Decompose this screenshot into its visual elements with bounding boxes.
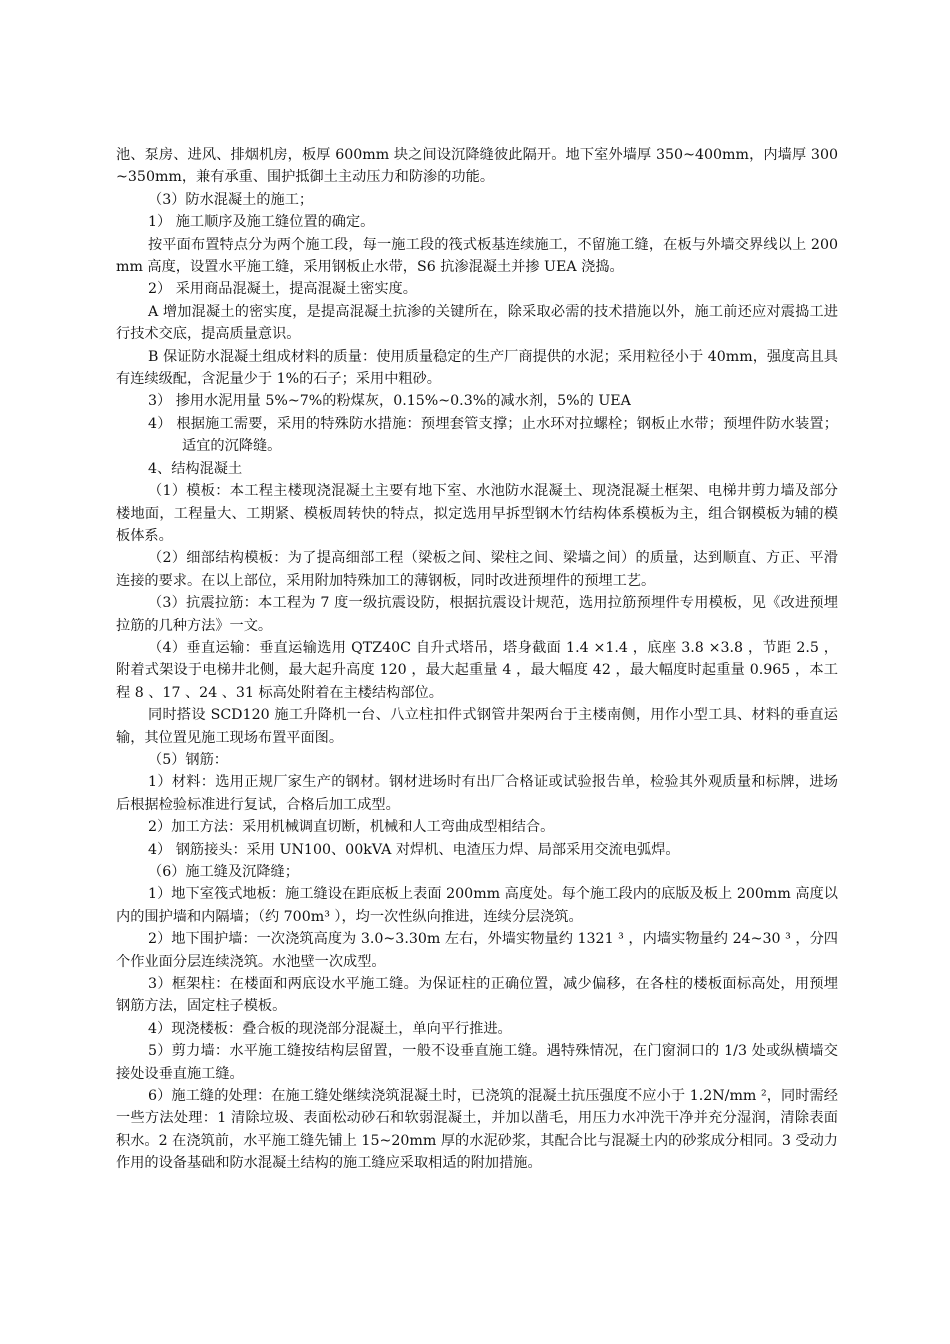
paragraph-cast-slab: 4）现浇楼板：叠合板的现浇部分混凝土，单向平行推进。: [148, 1020, 512, 1037]
paragraph-formwork: （1）模板：本工程主楼现浇混凝土主要有地下室、水池防水混凝土、现浇混凝土框架、电梯井剪力墙及部分楼地面，工程量大、工期紧、模板周转快的特点，拟定选用早拆型钢木竹结构体系模板为主，组合钢模板为辅的模板体系。: [116, 483, 838, 544]
paragraph-basement-raft: 1）地下室筏式地板：施工缝设在距底板上表面 200mm 高度处。每个施工段内的底版及板上 200mm 高度以内的围护墙和内隔墙；（约 700m³ ），均一次性纵向推进，连续分层浇筑。: [116, 886, 838, 925]
heading-waterproof-construction: （3）防水混凝土的施工；: [148, 191, 314, 208]
item-admixture: 3） 掺用水泥用量 5%~7%的粉煤灰，0.15%~0.3%的减水剂，5%的 UEA: [148, 393, 631, 410]
paragraph-detail-formwork: （2）细部结构模板：为了提高细部工程（梁板之间、梁柱之间、梁墙之间）的质量，达到顺直、方正、平滑连接的要求。在以上部位，采用附加特殊加工的薄钢板，同时改进预埋件的预埋工艺。: [116, 550, 838, 589]
paragraph-construction-sections: 按平面布置特点分为两个施工段，每一施工段的筏式板基连续施工，不留施工缝，在板与外墙交界线以上 200mm 高度，设置水平施工缝，采用钢板止水带，S6 抗渗混凝土并掺 UEA 浇捣。: [116, 236, 838, 276]
paragraph-retaining-wall: 2）地下围护墙：一次浇筑高度为 3.0~3.30m 左右，外墙实物量约 1321 ³ ，内墙实物量约 24~30 ³ ，分四个作业面分层连续浇筑。水池壁一次成型。: [116, 931, 838, 970]
heading-rebar: （5）钢筋：: [148, 751, 228, 768]
paragraph-hoist: 同时搭设 SCD120 施工升降机一台、八立柱扣件式钢管井架两台于主楼南侧，用作小型工具、材料的垂直运输，其位置见施工现场布置平面图。: [116, 707, 838, 746]
paragraph-shear-wall: 5）剪力墙：水平施工缝按结构层留置，一般不设垂直施工缝。遇特殊情况，在门窗洞口的 1/3 处或纵横墙交接处设垂直施工缝。: [116, 1043, 838, 1082]
document-page: [116, 144, 838, 1175]
heading-structural-concrete: 4、结构混凝土: [148, 460, 243, 477]
heading-construction-joints: （6）施工缝及沉降缝；: [148, 864, 299, 880]
paragraph-joint-treatment: 6）施工缝的处理：在施工缝处继续浇筑混凝土时，已浇筑的混凝土抗压强度不应小于 1.2N/mm ²，同时需经一些方法处理：1 清除垃圾、表面松动砂石和软弱混凝土，并加以凿毛，用压力水冲洗干净并充分湿润，清除表面积水。2 在浇筑前，水平施工缝先铺上 15~20mm 厚的水泥砂浆，其配合比与混凝土内的砂浆成分相同。3 受动力作用的设备基础和防水混凝土结构的施工缝应采取相适的附加措施。: [116, 1088, 838, 1172]
paragraph-rebar-material: 1）材料：选用正规厂家生产的钢材。钢材进场时有出厂合格证或试验报告单，检验其外观质量和标牌，进场后根据检验标准进行复试，合格后加工成型。: [116, 774, 838, 813]
paragraph-frame-columns: 3）框架柱：在楼面和两底设水平施工缝。为保证柱的正确位置，减少偏移，在各柱的楼板面标高处，用预埋钢筋方法，固定柱子模板。: [116, 976, 838, 1015]
item-construction-sequence: 1） 施工顺序及施工缝位置的确定。: [148, 214, 375, 231]
paragraph-intro: 池、泵房、进风、排烟机房，板厚 600mm 块之间设沉降缝彼此隔开。地下室外墙厚 350~400mm，内墙厚 300~350mm，兼有承重、围护抵御土主动压力和防渗的功能。: [116, 147, 838, 186]
item-special-measures: 4） 根据施工需要，采用的特殊防水措施：预埋套管支撑；止水环对拉螺栓；钢板止水带；预埋件防水装置；适宜的沉降缝。: [148, 415, 838, 455]
paragraph-rebar-processing: 2）加工方法：采用机械调直切断，机械和人工弯曲成型相结合。: [148, 819, 555, 836]
paragraph-density-a: A 增加混凝土的密实度，是提高混凝土抗渗的关键所在，除采取必需的技术措施以外，施工前还应对震捣工进行技术交底，提高质量意识。: [116, 303, 838, 343]
paragraph-materials-b: B 保证防水混凝土组成材料的质量：使用质量稳定的生产厂商提供的水泥；采用粒径小于 40mm，强度高且具有连续级配，含泥量少于 1%的石子；采用中粗砂。: [116, 348, 838, 388]
paragraph-vertical-transport: （4）垂直运输：垂直运输选用 QTZ40C 自升式塔吊，塔身截面 1.4 ×1.4 ，底座 3.8 ×3.8 ，节距 2.5 ，附着式架设于电梯井北侧，最大起升高度 120 ，最大起重量 4 ，最大幅度 42 ，最大幅度时起重量 0.965 ，本工程 8 、17 、24 、31 标高处附着在主楼结构部位。: [116, 639, 838, 701]
item-commercial-concrete: 2） 采用商品混凝土，提高混凝土密实度。: [148, 281, 417, 298]
paragraph-seismic-ties: （3）抗震拉筋：本工程为 7 度一级抗震设防，根据抗震设计规范，选用拉筋预埋件专用模板，见《改进预埋拉筋的几种方法》一文。: [116, 595, 838, 634]
paragraph-rebar-joints: 4） 钢筋接头：采用 UN100、00kVA 对焊机、电渣压力焊、局部采用交流电弧焊。: [148, 841, 680, 858]
